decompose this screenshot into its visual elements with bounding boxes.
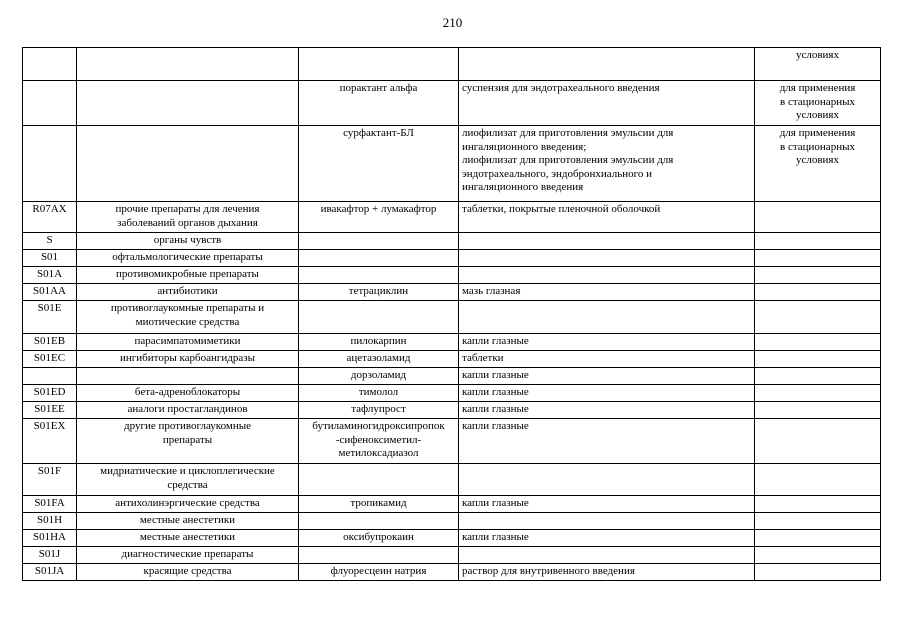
atc-code-cell: S01A: [23, 267, 77, 284]
table-row: [23, 564, 881, 581]
note-cell: [755, 496, 881, 513]
inn-cell: ивакафтор + лумакафтор: [299, 202, 459, 233]
note-cell: [755, 334, 881, 351]
atc-code-cell: S01HA: [23, 530, 77, 547]
group-cell: бета-адреноблокаторы: [77, 385, 299, 402]
atc-code-cell: S01J: [23, 547, 77, 564]
note-cell: [755, 368, 881, 385]
group-cell: другие противоглаукомные препараты: [77, 419, 299, 464]
inn-cell: флуоресцеин натрия: [299, 564, 459, 581]
inn-cell: [299, 48, 459, 81]
inn-cell: [299, 233, 459, 250]
group-cell: противоглаукомные препараты и миотические средства: [77, 301, 299, 334]
atc-code-cell: S01EB: [23, 334, 77, 351]
group-cell: противомикробные препараты: [77, 267, 299, 284]
table-row: [23, 301, 881, 334]
inn-cell: [299, 547, 459, 564]
form-cell: [459, 250, 755, 267]
form-cell: капли глазные: [459, 402, 755, 419]
atc-code-cell: S01: [23, 250, 77, 267]
table-row: [23, 496, 881, 513]
table-row: [23, 284, 881, 301]
table-row: [23, 385, 881, 402]
group-cell: антихолинэргические средства: [77, 496, 299, 513]
inn-cell: сурфактант-БЛ: [299, 126, 459, 202]
note-cell: [755, 233, 881, 250]
group-cell: прочие препараты для лечения заболеваний органов дыхания: [77, 202, 299, 233]
inn-cell: тафлупрост: [299, 402, 459, 419]
inn-cell: бутиламиногидроксипропок -сифеноксиметил- метилоксадиазол: [299, 419, 459, 464]
atc-code-cell: S01EC: [23, 351, 77, 368]
group-cell: диагностические препараты: [77, 547, 299, 564]
atc-code-cell: S01H: [23, 513, 77, 530]
atc-code-cell: S01E: [23, 301, 77, 334]
table-row: [23, 250, 881, 267]
inn-cell: [299, 301, 459, 334]
group-cell: [77, 81, 299, 126]
atc-code-cell: S01EX: [23, 419, 77, 464]
form-cell: суспензия для эндотрахеального введения: [459, 81, 755, 126]
note-cell: [755, 267, 881, 284]
table-row: [23, 530, 881, 547]
note-cell: [755, 250, 881, 267]
table-row: [23, 48, 881, 81]
table-row: [23, 368, 881, 385]
form-cell: капли глазные: [459, 334, 755, 351]
inn-cell: ацетазоламид: [299, 351, 459, 368]
group-cell: местные анестетики: [77, 513, 299, 530]
note-cell: [755, 564, 881, 581]
note-cell: для применения в стационарных условиях: [755, 81, 881, 126]
group-cell: антибиотики: [77, 284, 299, 301]
group-cell: местные анестетики: [77, 530, 299, 547]
atc-code-cell: [23, 81, 77, 126]
form-cell: капли глазные: [459, 496, 755, 513]
form-cell: [459, 233, 755, 250]
form-cell: [459, 547, 755, 564]
atc-code-cell: S01ED: [23, 385, 77, 402]
form-cell: капли глазные: [459, 419, 755, 464]
table-row: [23, 464, 881, 496]
atc-code-cell: [23, 126, 77, 202]
group-cell: парасимпатомиметики: [77, 334, 299, 351]
note-cell: [755, 351, 881, 368]
atc-code-cell: R07AX: [23, 202, 77, 233]
note-cell: [755, 202, 881, 233]
table-row: [23, 402, 881, 419]
table-row: [23, 334, 881, 351]
inn-cell: тетрациклин: [299, 284, 459, 301]
table-row: [23, 351, 881, 368]
form-cell: [459, 48, 755, 81]
group-cell: офтальмологические препараты: [77, 250, 299, 267]
inn-cell: порактант альфа: [299, 81, 459, 126]
drug-table: [22, 47, 881, 581]
note-cell: [755, 402, 881, 419]
note-cell: [755, 284, 881, 301]
form-cell: таблетки, покрытые пленочной оболочкой: [459, 202, 755, 233]
inn-cell: [299, 464, 459, 496]
inn-cell: пилокарпин: [299, 334, 459, 351]
form-cell: капли глазные: [459, 368, 755, 385]
note-cell: [755, 301, 881, 334]
table-row: [23, 202, 881, 233]
form-cell: таблетки: [459, 351, 755, 368]
note-cell: [755, 513, 881, 530]
group-cell: [77, 48, 299, 81]
inn-cell: дорзоламид: [299, 368, 459, 385]
form-cell: раствор для внутривенного введения: [459, 564, 755, 581]
table-row: [23, 81, 881, 126]
atc-code-cell: S01F: [23, 464, 77, 496]
inn-cell: [299, 513, 459, 530]
form-cell: капли глазные: [459, 530, 755, 547]
form-cell: лиофилизат для приготовления эмульсии для ингаляционного введения; лиофилизат для приготовления эмульсии для эндотрахеального, эндобронхиального и ингаляционного введения: [459, 126, 755, 202]
note-cell: для применения в стационарных условиях: [755, 126, 881, 202]
group-cell: ингибиторы карбоангидразы: [77, 351, 299, 368]
table-row: [23, 126, 881, 202]
note-cell: [755, 464, 881, 496]
group-cell: красящие средства: [77, 564, 299, 581]
note-cell: [755, 547, 881, 564]
inn-cell: [299, 250, 459, 267]
atc-code-cell: S01EE: [23, 402, 77, 419]
form-cell: капли глазные: [459, 385, 755, 402]
form-cell: мазь глазная: [459, 284, 755, 301]
inn-cell: [299, 267, 459, 284]
table-row: [23, 513, 881, 530]
note-cell: [755, 419, 881, 464]
group-cell: органы чувств: [77, 233, 299, 250]
note-cell: [755, 530, 881, 547]
inn-cell: тимолол: [299, 385, 459, 402]
table-row: [23, 547, 881, 564]
group-cell: [77, 126, 299, 202]
atc-code-cell: [23, 368, 77, 385]
table-row: [23, 267, 881, 284]
group-cell: мидриатические и циклоплегические средства: [77, 464, 299, 496]
inn-cell: оксибупрокаин: [299, 530, 459, 547]
form-cell: [459, 267, 755, 284]
atc-code-cell: S01JA: [23, 564, 77, 581]
inn-cell: тропикамид: [299, 496, 459, 513]
table-row: [23, 419, 881, 464]
note-cell: [755, 385, 881, 402]
note-cell: условиях: [755, 48, 881, 81]
form-cell: [459, 513, 755, 530]
atc-code-cell: [23, 48, 77, 81]
atc-code-cell: S01FA: [23, 496, 77, 513]
group-cell: [77, 368, 299, 385]
page-number: 210: [442, 15, 463, 30]
atc-code-cell: S01AA: [23, 284, 77, 301]
form-cell: [459, 464, 755, 496]
table-row: [23, 233, 881, 250]
form-cell: [459, 301, 755, 334]
group-cell: аналоги простагландинов: [77, 402, 299, 419]
atc-code-cell: S: [23, 233, 77, 250]
